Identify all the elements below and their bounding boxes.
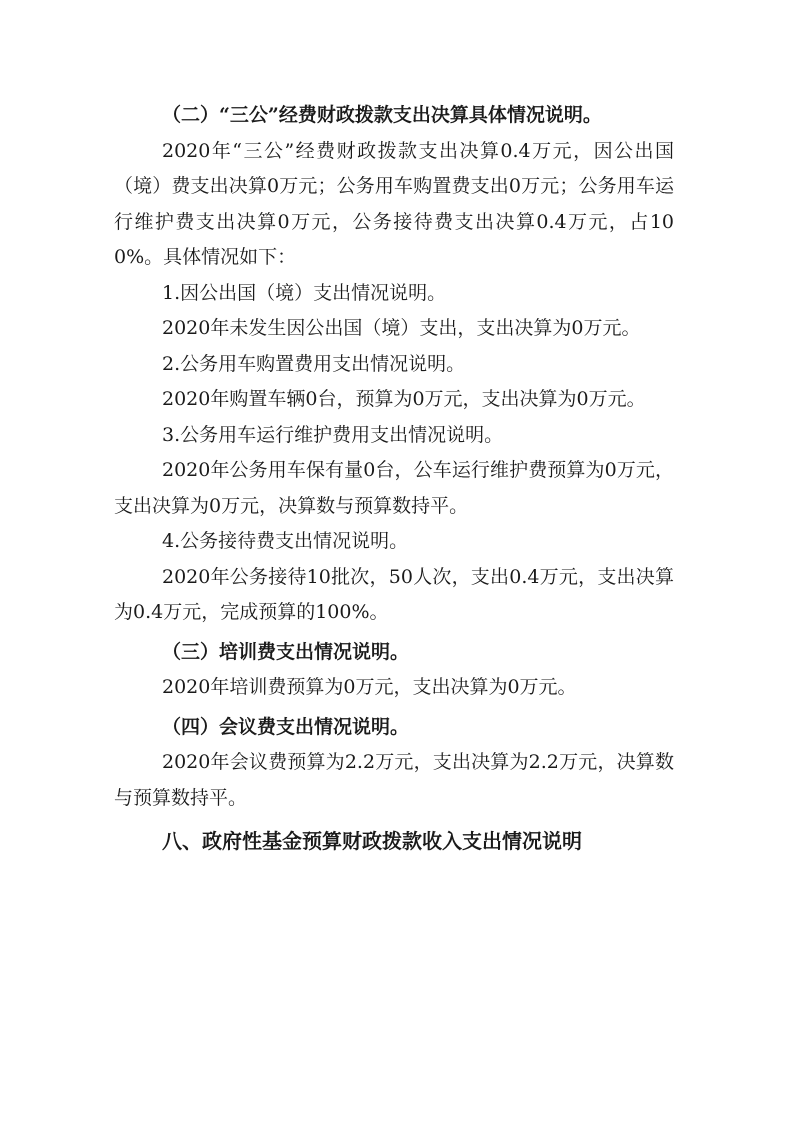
paragraph-vehicle-purchase: 2020年购置车辆0台，预算为0万元，支出决算为0万元。	[162, 388, 646, 410]
section-heading-training: （三）培训费支出情况说明。	[162, 640, 410, 663]
document-page	[114, 98, 674, 860]
chapter-heading-government-fund: 八、政府性基金预算财政拨款收入支出情况说明	[162, 829, 582, 853]
paragraph-official-reception: 2020年公务接待10批次，50人次，支出0.4万元，支出决算为0.4万元，完成预算的100%。	[114, 565, 674, 623]
paragraph-meeting: 2020年会议费预算为2.2万元，支出决算为2.2万元，决算数与预算数持平。	[114, 751, 674, 809]
subheading-official-reception: 4.公务接待费支出情况说明。	[162, 530, 409, 552]
paragraph-overseas-travel: 2020年未发生因公出国（境）支出，支出决算为0万元。	[162, 317, 641, 339]
paragraph-vehicle-maintenance: 2020年公务用车保有量0台，公车运行维护费预算为0万元，支出决算为0万元，决算数与预算数持平。	[114, 459, 674, 517]
subheading-overseas-travel: 1.因公出国（境）支出情况说明。	[162, 281, 447, 304]
subheading-vehicle-purchase: 2.公务用车购置费用支出情况说明。	[162, 352, 466, 375]
section-heading-three-public-expenses: （二）“三公”经费财政拨款支出决算具体情况说明。	[162, 104, 602, 126]
paragraph-training: 2020年培训费预算为0万元，支出决算为0万元。	[162, 676, 577, 698]
subheading-vehicle-maintenance: 3.公务用车运行维护费用支出情况说明。	[162, 423, 504, 446]
paragraph-three-public-summary: 2020年“三公”经费财政拨款支出决算0.4万元，因公出国（境）费支出决算0万元；公务用车购置费支出0万元；公务用车运行维护费支出决算0万元，公务接待费支出决算0.4万元，占100%。具体情况如下：	[114, 139, 674, 268]
section-heading-meeting: （四）会议费支出情况说明。	[162, 715, 410, 738]
